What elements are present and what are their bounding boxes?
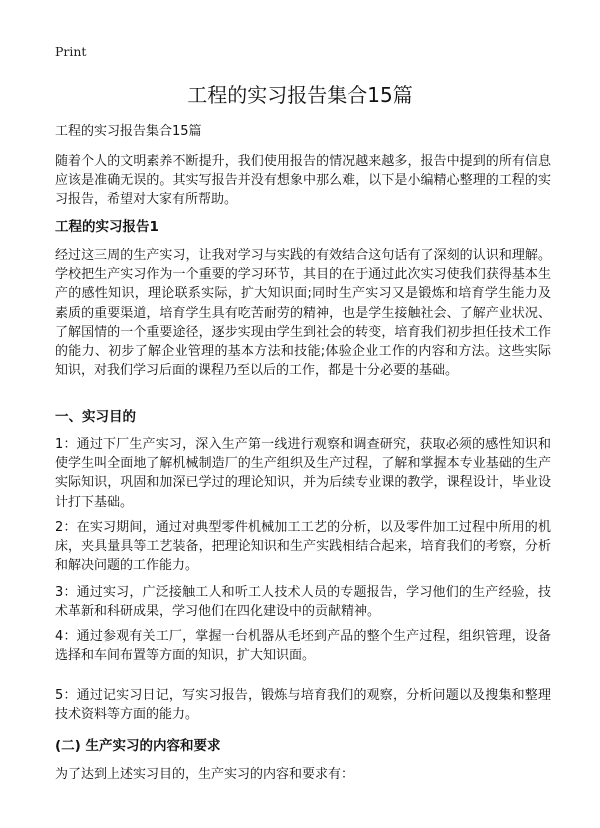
purpose-item-2: 2：在实习期间，通过对典型零件机械加工工艺的分析，以及零件加工过程中所用的机床，夹具量具等工艺装备，把理论知识和生产实践相结合起来，培育我们的考察，分析和解决问题的工作能力。 <box>55 520 551 574</box>
report1-body-paragraph: 经过这三周的生产实习，让我对学习与实践的有效结合这句话有了深刻的认识和理解。学校把生产实习作为一个重要的学习环节，其目的在于通过此次实习使我们获得基本生产的感性知识，理论联系实际，扩大知识面;同时生产实习又是锻炼和培育学生能力及素质的重要渠道，培育学生具有吃苦耐劳的精神，也是学生接触社会、了解产业状况、了解国情的一个重要途径，逐步实现由学生到社会的转变，培育我们初步担任技术工作的能力、初步了解企业管理的基本方法和技能;体验企业工作的内容和方法。这些实际知识，对我们学习后面的课程乃至以后的工作，都是十分必要的基础。 <box>55 248 551 379</box>
document-subtitle: 工程的实习报告集合15篇 <box>55 124 202 139</box>
intro-paragraph: 随着个人的文明素养不断提升，我们使用报告的情况越来越多，报告中提到的所有信息应该是准确无误的。其实写报告并没有想象中那么难，以下是小编精心整理的工程的实习报告，希望对大家有所帮助。 <box>55 154 551 208</box>
purpose-heading: 一、实习目的 <box>55 409 136 425</box>
purpose-item-5: 5：通过记实习日记，写实习报告，锻炼与培育我们的观察，分析问题以及搜集和整理技术资料等方面的能力。 <box>55 688 551 723</box>
print-link[interactable]: Print <box>55 44 87 59</box>
content-heading: (二) 生产实习的内容和要求 <box>55 738 221 754</box>
report1-heading: 工程的实习报告1 <box>55 219 159 235</box>
document-title: 工程的实习报告集合15篇 <box>187 83 413 107</box>
purpose-item-1: 1：通过下厂生产实习，深入生产第一线进行观察和调查研究，获取必须的感性知识和使学生叫全面地了解机械制造厂的生产组织及生产过程，了解和掌握本专业基础的生产实际知识，巩固和加深已学过的理论知识，并为后续专业课的教学，课程设计，毕业设计打下基础。 <box>55 437 551 510</box>
purpose-item-4: 4：通过参观有关工厂，掌握一台机器从毛坯到产品的整个生产过程，组织管理，设备选择和车间布置等方面的知识，扩大知识面。 <box>55 629 551 664</box>
content-intro-line: 为了达到上述实习目的，生产实习的内容和要求有： <box>55 767 355 782</box>
purpose-item-3: 3：通过实习，广泛接触工人和听工人技术人员的专题报告，学习他们的生产经验，技术革新和科研成果，学习他们在四化建设中的贡献精神。 <box>55 585 551 620</box>
